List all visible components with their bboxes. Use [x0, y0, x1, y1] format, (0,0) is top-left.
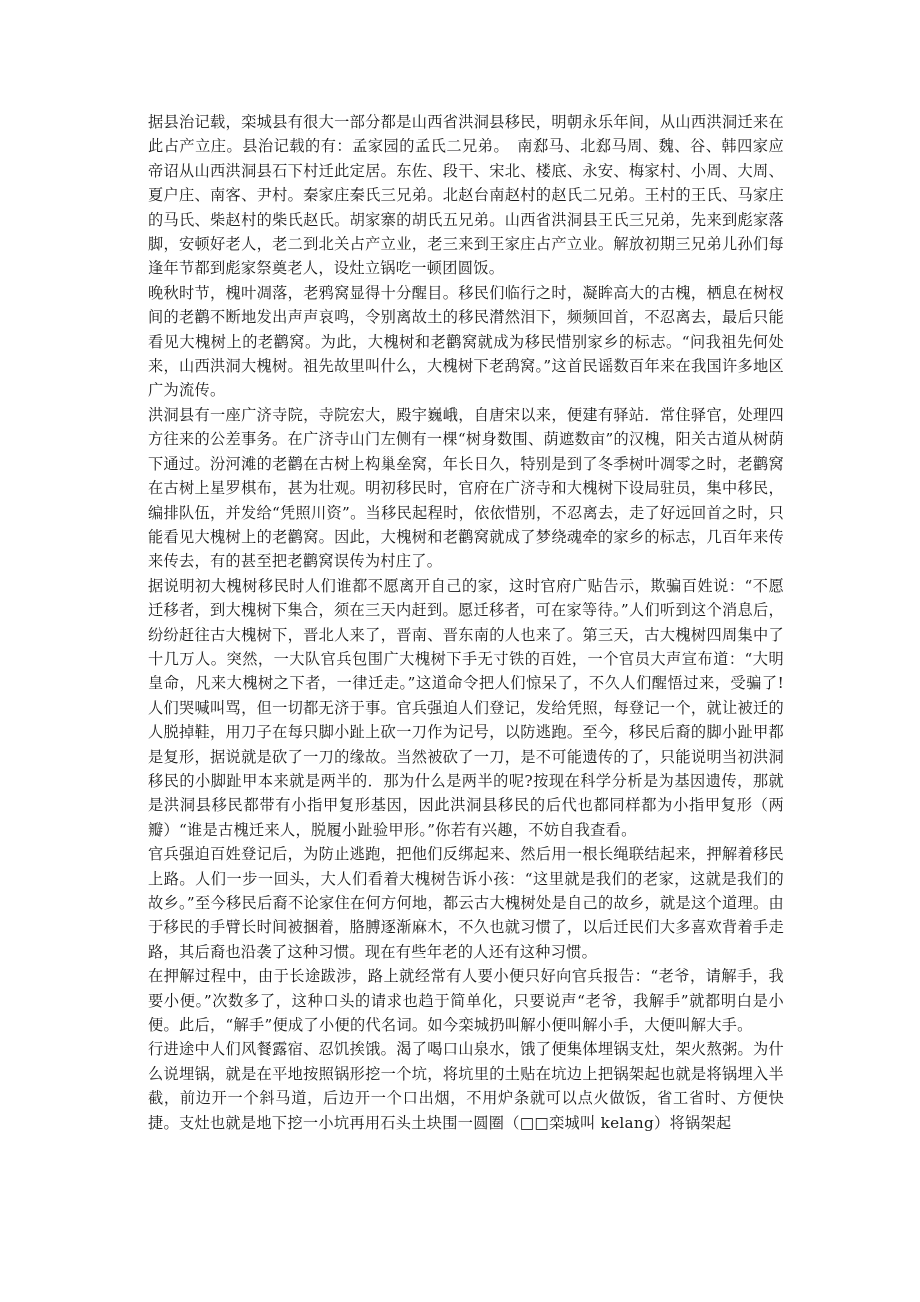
paragraph: 据说明初大槐树移民时人们谁都不愿离开自己的家，这时官府广贴告示，欺骗百姓说：“不愿迁移者，到大槐树下集合，须在三天内赶到。愿迁移者，可在家等待。”人们听到这个消息后，纷纷赶往古大槐树下，晋北人来了，晋南、晋东南的人也来了。第三天，古大槐树四周集中了十几万人。突然，一大队官兵包围广大槐树下手无寸铁的百姓，一个官员大声宣布道：“大明皇命，凡来大槐树之下者，一律迁走。”这道命令把人们惊呆了，不久人们醒悟过来，受骗了!人们哭喊叫骂，但一切都无济于事。官兵强迫人们登记，发给凭照，每登记一个，就让被迁的人脱掉鞋，用刀子在每只脚小趾上砍一刀作为记号，以防逃跑。至今，移民后裔的脚小趾甲都是复形，据说就是砍了一刀的缘故。当然被砍了一刀，是不可能遗传的了，只能说明当初洪洞移民的小脚趾甲本来就是两半的．那为什么是两半的呢?按现在科学分析是为基因遗传，那就是洪洞县移民都带有小指甲复形基因，因此洪洞县移民的后代也都同样都为小指甲复形（两瓣）“谁是古槐迁来人，脱履小趾验甲形。”你若有兴趣，不妨自我查看。	[148, 576, 784, 839]
paragraph: 据县治记载，栾城县有很大一部分都是山西省洪洞县移民，明朝永乐年间，从山西洪洞迁来在此占产立庄。县治记载的有：孟家园的孟氏二兄弟。 南郄马、北郄马周、魏、谷、韩四家应帝诏从山西洪洞县石下村迁此定居。东佐、段干、宋北、楼底、永安、梅家村、小周、大周、夏户庄、南客、尹村。秦家庄秦氏三兄弟。北赵台南赵村的赵氏二兄弟。王村的王氏、马家庄的马氏、柴赵村的柴氏赵氏。胡家寨的胡氏五兄弟。山西省洪洞县王氏三兄弟，先来到彪家落脚，安顿好老人，老二到北关占产立业，老三来到王家庄占产立业。解放初期三兄弟儿孙们每逢年节都到彪家祭奠老人，设灶立锅吃一顿团圆饭。	[148, 113, 784, 278]
paragraph: 洪洞县有一座广济寺院，寺院宏大，殿宇巍峨，自唐宋以来，便建有驿站．常住驿官，处理四方往来的公差事务。在广济寺山门左侧有一棵“树身数围、荫遮数亩”的汉槐，阳关古道从树荫下通过。汾河滩的老鹳在古树上构巢垒窝，年长日久，特别是到了冬季树叶凋零之时，老鹳窝在古树上星罗棋布，甚为壮观。明初移民时，官府在广济寺和大槐树下设局驻员，集中移民，编排队伍，并发给“凭照川资”。当移民起程时，依依惜别，不忍离去，走了好远回首之时，只能看见大槐树上的老鹳窝。因此，大槐树和老鹳窝就成了梦绕魂牵的家乡的标志，几百年来传来传去，有的甚至把老鹳窝误传为村庄了。	[148, 405, 784, 571]
paragraph: 晚秋时节，槐叶凋落，老鸦窝显得十分醒目。移民们临行之时，凝眸高大的古槐，栖息在树杈间的老鹳不断地发出声声哀鸣，令别离故土的移民潸然泪下，频频回首，不忍离去，最后只能看见大槐树上的老鹳窝。为此，大槐树和老鹳窝就成为移民惜别家乡的标志。“问我祖先何处来，山西洪洞大槐树。祖先故里叫什么，大槐树下老鸹窝。”这首民谣数百年来在我国许多地区广为流传。	[148, 283, 784, 400]
paragraph: 行进途中人们风餐露宿、忍饥挨饿。渴了喝口山泉水，饿了便集体埋锅支灶，架火熬粥。为什么说埋锅，就是在平地按照锅形挖一个坑，将坑里的土贴在坑边上把锅架起也就是将锅埋入半截，前边开一个斜马道，后边开一个口出烟，不用炉条就可以点火做饭，省工省时、方便快捷。支灶也就是地下挖一小坑再用石头土块围一圆圈（□□栾城叫 kelang）将锅架起	[148, 1040, 784, 1132]
document-body	[148, 110, 784, 1135]
paragraph: 官兵强迫百姓登记后，为防止逃跑，把他们反绑起来、然后用一根长绳联结起来，押解着移民上路。人们一步一回头，大人们看着大槐树告诉小孩：“这里就是我们的老家，这就是我们的故乡。”至今移民后裔不论家住在何方何地，都云古大槐树处是自己的故乡，就是这个道理。由于移民的手臂长时间被捆着，胳膊逐渐麻木，不久也就习惯了，以后迁民们大多喜欢背着手走路，其后裔也沿袭了这种习惯。现在有些年老的人还有这种习惯。	[148, 845, 784, 961]
paragraph: 在押解过程中，由于长途跋涉，路上就经常有人要小便只好向官兵报告：“老爷，请解手，我要小便。”次数多了，这种口头的请求也趋于简单化，只要说声“老爷，我解手”就都明白是小便。此后，“解手”便成了小便的代名词。如今栾城扔叫解小便叫解小手，大便叫解大手。	[148, 967, 784, 1035]
